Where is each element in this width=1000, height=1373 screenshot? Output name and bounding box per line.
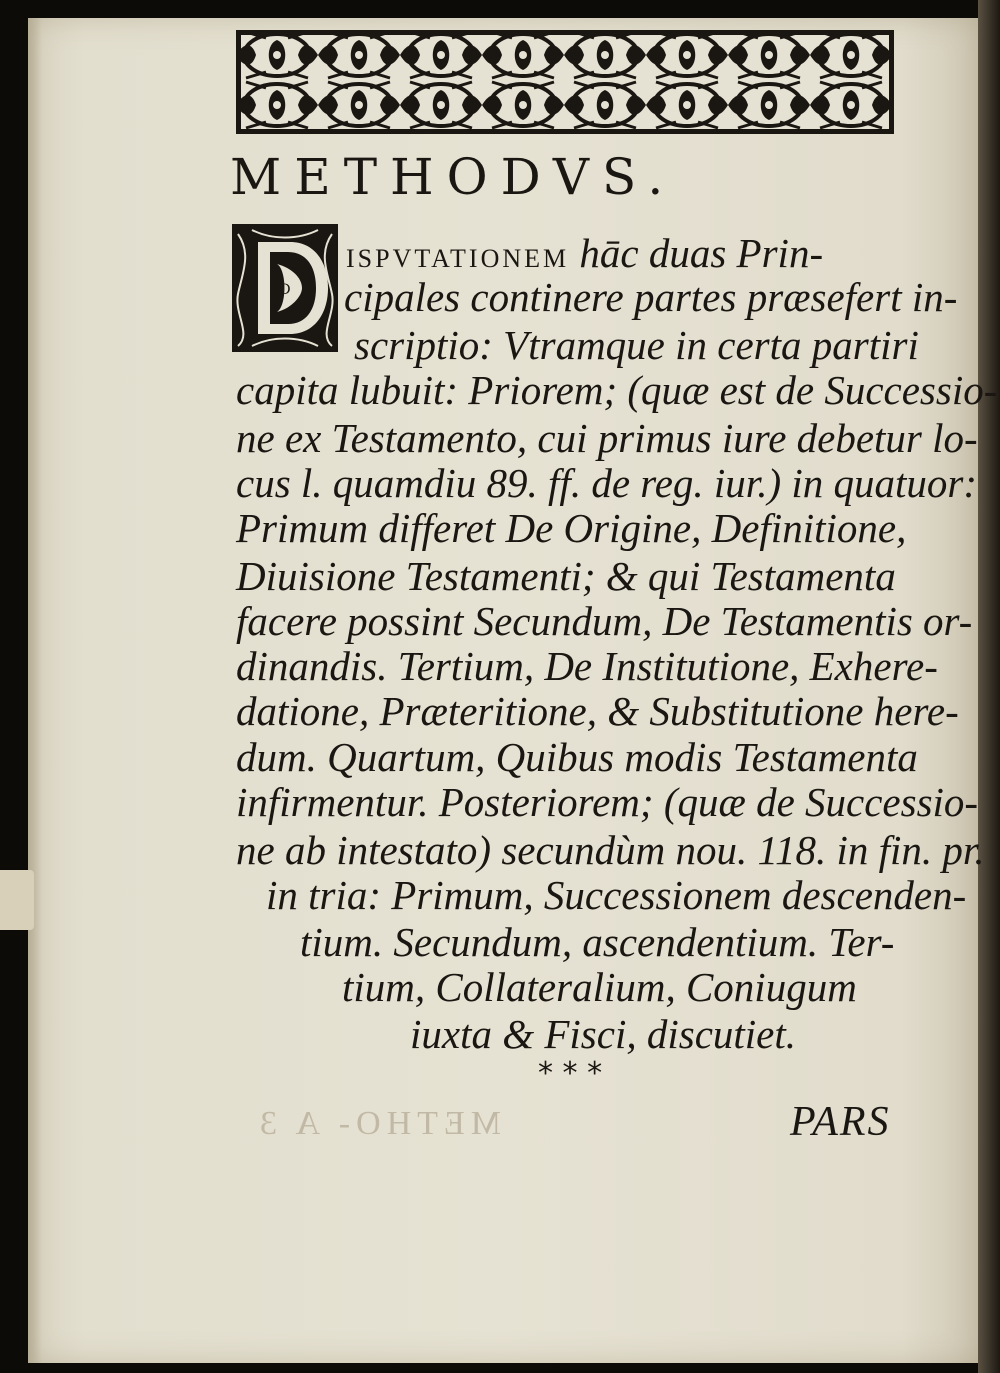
paper-tab	[0, 870, 34, 930]
drop-cap-glyph: D	[279, 282, 291, 298]
show-through-text: METHO- A 3	[254, 1105, 501, 1142]
text-line: scriptio: Vtramque in certa partiri	[354, 322, 919, 368]
text-line: dinandis. Tertium, De Institutione, Exhere-	[236, 643, 938, 689]
page-gutter-shadow	[28, 18, 42, 1363]
text-line: cus l. quamdiu 89. ff. de reg. iur.) in quatuor:	[236, 460, 978, 506]
text-line: facere possint Secundum, De Testamentis or-	[236, 598, 973, 644]
text-line: cipales continere partes præsefert in-	[344, 274, 958, 320]
next-page-edge	[978, 0, 1000, 1373]
text-line: Primum differet De Origine, Definitione,	[236, 505, 907, 551]
text-line: tium, Collateralium, Coniugum	[342, 964, 857, 1010]
text-line: infirmentur. Posteriorem; (quæ de Successio-	[236, 779, 979, 825]
text-line: capita lubuit: Priorem; (quæ est de Successio-	[236, 367, 998, 413]
text-line: iuxta & Fisci, discutiet.	[410, 1011, 797, 1057]
text-line: dum. Quartum, Quibus modis Testamenta	[236, 734, 918, 780]
text-line: in tria: Primum, Successionem descenden-	[266, 872, 967, 918]
page-title: METHODVS.	[230, 148, 677, 206]
text-line: ne ab intestato) secundùm nou. 118. in fin. pr.	[236, 827, 985, 873]
asterism-stars: * * *	[538, 1056, 603, 1091]
text-line: ISPVTATIONEM hāc duas Prin-	[346, 230, 824, 276]
text-line: Diuisione Testamenti; & qui Testamenta	[236, 553, 896, 599]
text-line: tium. Secundum, ascendentium. Ter-	[300, 919, 895, 965]
text-line: ne ex Testamento, cui primus iure debetur lo-	[236, 415, 978, 461]
woodcut-headpiece-ornament	[236, 30, 894, 134]
catchword: PARS	[790, 1099, 891, 1145]
smallcaps-opening: ISPVTATIONEM	[346, 244, 570, 273]
decorated-initial-letter	[232, 224, 338, 352]
text-line: datione, Præteritione, & Substitutione here-	[236, 688, 959, 734]
